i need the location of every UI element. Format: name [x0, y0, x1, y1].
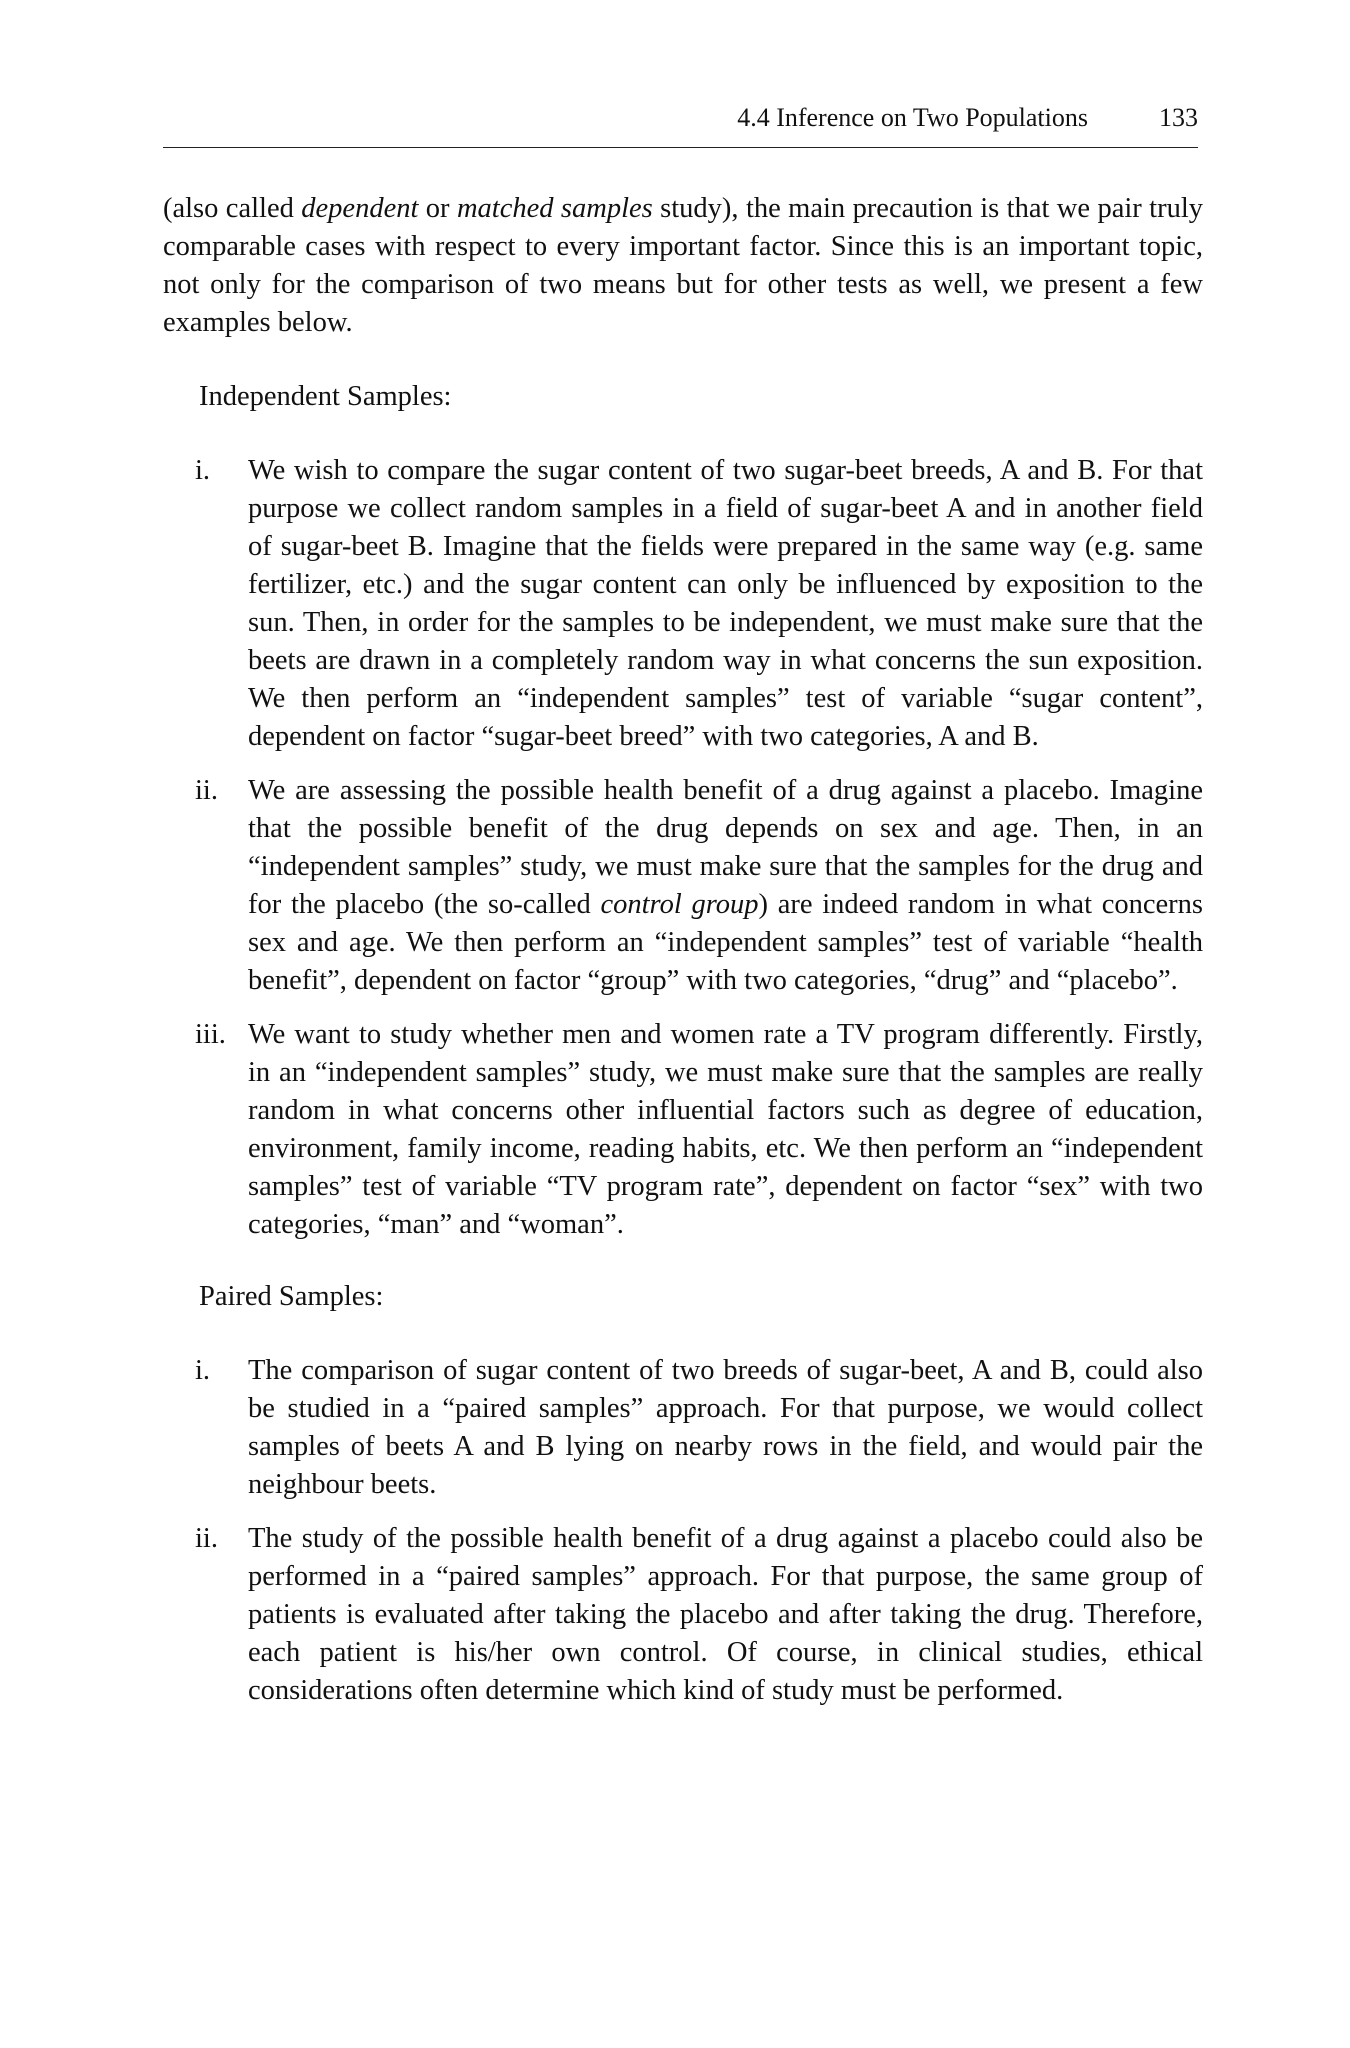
- header-rule: [163, 147, 1198, 148]
- item-marker: ii.: [195, 1523, 218, 1554]
- list-item: [163, 1352, 1203, 1504]
- intro-term-matched-samples: matched samples: [456, 193, 653, 224]
- list-item: [163, 1016, 1203, 1244]
- intro-text-2: or: [418, 193, 457, 224]
- list-item: [163, 772, 1203, 1000]
- intro-text-1: (also called: [163, 193, 302, 224]
- item-text-part: ) are indeed random in what concerns sex and age. We then perform an “independent samples” test of variable “health benefit”, dependent on factor “group” with two categories, “drug” and “placebo”.: [248, 889, 1203, 996]
- intro-text-3: study), the main precaution is that we pair truly comparable cases with respect to every important factor. Since this is an important topic, not only for the comparison of two means but for other tests as well, we present a few examples below.: [163, 193, 1203, 338]
- item-text: [248, 772, 1203, 1000]
- item-term-control-group: control group: [600, 889, 759, 920]
- body-text: [163, 190, 1203, 1726]
- item-text: We wish to compare the sugar content of two sugar-beet breeds, A and B. For that purpose we collect random samples in a field of sugar-beet A and in another field of sugar-beet B. Imagine that the fields were prepared in the same way (e.g. same fertilizer, etc.) and the sugar content can only be influenced by exposition to the sun. Then, in order for the samples to be independent, we must make sure that the beets are drawn in a completely random way in what concerns the sun exposition. We then perform an “independent samples” test of variable “sugar content”, dependent on factor “sugar-beet breed” with two categories, A and B.: [248, 455, 1203, 752]
- list-item: [163, 452, 1203, 756]
- independent-samples-list: [163, 452, 1203, 1244]
- running-head: [163, 98, 1198, 138]
- independent-samples-heading: Independent Samples:: [199, 381, 452, 412]
- paired-samples-list: [163, 1352, 1203, 1710]
- item-marker: i.: [195, 455, 211, 486]
- page-number: 133: [1159, 103, 1198, 132]
- item-marker: i.: [195, 1355, 211, 1386]
- section-title: 4.4 Inference on Two Populations: [737, 103, 1088, 132]
- intro-term-dependent: dependent: [301, 193, 419, 224]
- intro-paragraph: [163, 190, 1203, 342]
- item-text-part: We are assessing the possible health benefit of a drug against a placebo. Imagine that the possible benefit of the drug depends on sex and age. Then, in an “independent samples” study, we must make sure that the samples for the drug and for the placebo (the so-called: [248, 775, 1203, 920]
- item-text: The comparison of sugar content of two breeds of sugar-beet, A and B, could also be studied in a “paired samples” approach. For that purpose, we would collect samples of beets A and B lying on nearby rows in the field, and would pair the neighbour beets.: [248, 1355, 1203, 1500]
- item-marker: ii.: [195, 775, 218, 806]
- paired-samples-heading: Paired Samples:: [199, 1281, 384, 1312]
- item-text: We want to study whether men and women rate a TV program differently. Firstly, in an “independent samples” study, we must make sure that the samples are really random in what concerns other influential factors such as degree of education, environment, family income, reading habits, etc. We then perform an “independent samples” test of variable “TV program rate”, dependent on factor “sex” with two categories, “man” and “woman”.: [248, 1019, 1203, 1240]
- list-item: [163, 1520, 1203, 1710]
- item-text: The study of the possible health benefit of a drug against a placebo could also be performed in a “paired samples” approach. For that purpose, the same group of patients is evaluated after taking the placebo and after taking the drug. Therefore, each patient is his/her own control. Of course, in clinical studies, ethical considerations often determine which kind of study must be performed.: [248, 1523, 1203, 1706]
- item-marker: iii.: [195, 1019, 226, 1050]
